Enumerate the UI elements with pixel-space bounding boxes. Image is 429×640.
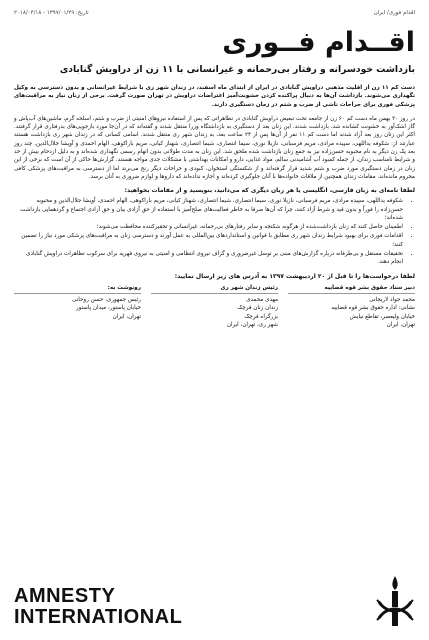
reference-date: تاریخ: ۱۳۹۷/۰۱/۲۹ - ۲۰۱۸/۰۴/۱۸	[14, 10, 89, 16]
recipients-block	[14, 284, 415, 329]
footer	[14, 568, 415, 628]
logo-line-2: INTERNATIONAL	[14, 606, 183, 628]
recipient-column	[151, 284, 278, 329]
document-header	[14, 0, 415, 16]
recipient-line: شهر ری، تهران، ایران	[226, 321, 278, 328]
intro-paragraph: دست کم ۱۱ زن از اقلیت مذهبی دراویش گنابادی در ایران از ابتدای ماه اسفند، در زندان شهر ری با شرایط غیرانسانی و بدون دسترسی به وکیل نگهداری می‌شوند. بازداشت آن‌ها به دنبال پراکنده کردن خشونت‌آمیز اعتراضات دراویش در تهران صورت گرفت. برخی از زنان نیاز به مراقبت‌های پزشکی فوری برای جراحات ناشی از ضرب و شتم در زمان دستگیری دارند.	[14, 85, 415, 108]
action-item: • اقدامات فوری برای بهبود شرایط زندان شهر ری مطابق با قوانین و استانداردهای بین‌المللی به عمل آورند و دسترسی زنان به مراقبت‌های پزشکی مورد نیاز را تضمین کنند؛	[14, 232, 403, 249]
recipient-line: خیابان ولیعصر، تقاطع نیایش	[349, 313, 415, 320]
candle-barbed-wire-icon	[375, 574, 415, 628]
logo-line-1: AMNESTY	[14, 585, 116, 607]
recipient-line: تهران، ایران	[386, 321, 415, 328]
action-item: • تحقیقات مستقل و بی‌طرفانه درباره گزارش‌های مبنی بر توسل غیرضروری و گزاف نیروی انتظامی و امنیتی به نیروی قهریه برای سرکوب تظاهرات دراویش گنابادی انجام دهند.	[14, 250, 403, 267]
recipient-line: محمد جواد لاریجانی	[369, 296, 415, 303]
send-heading: لطفا درخواست‌ها را تا قبل از ۲۰ اردیبهشت ۱۳۹۷ به آدرس های زیر ارسال نمایید:	[174, 272, 415, 280]
recipient-line: زندان زنان قرچک	[237, 305, 278, 312]
action-item: • اطمینان حاصل کنند که زنان بازداشت‌شده از هرگونه شکنجه و سایر رفتارهای بی‌رحمانه، غیرانسانی و تحقیرکننده محافظت می‌شوند؛	[14, 223, 403, 231]
page-title: اقــدام فــوری	[222, 27, 415, 58]
organization-label: اقدام فوری/ ایران	[373, 10, 415, 16]
recipient-column	[14, 284, 141, 329]
recipient-line: مهدی محمدی	[246, 296, 278, 303]
recipient-title: رونوشت به:	[14, 284, 141, 294]
actions-heading: لطفا نامه‌ای به زبان فارسی، انگلیسی یا هر زبان دیگری که می‌دانید، بنویسید و از مقامات بخواهید:	[124, 187, 415, 195]
body-paragraph: در روز ۳۰ بهمن ماه دست کم ۶۰ زن از جامعه تحت تبعیض دراویش گنابادی در تظاهراتی که پس از استفاده نیروهای امنیتی از ضرب و شتم، اسلحه گرم، ماشین‌های آب‌پاش و گاز اشک‌آور به خشونت کشانده شد، بازداشت شدند. این زنان بعد از دستگیری به بازداشتگاه وزرا منتقل شدند و گفته‌اند که در آن‌جا مورد بازجویی‌های بدرفتاری قرار گرفتند. اکثر این زنان روز بعد آزاد شدند اما دست کم ۱۱ نفر از آن‌ها پس از ۲۴ ساعت بعد، به زندان شهر ری منتقل شدند. اسامی کسانی که در زندان شهر ری بازداشت هستند عبارتند از: شکوفه یداللهی، سپیده مرادی، مریم فرسیانی، نازیلا نوری، سیما انتصاری، شیما انتصاری، شهناز کیانی، مریم باراکوهی، الهام احمدی و آویشا جلال‌الدین. چند روز بعد یک زن دیگر به نام محبوبه حسن‌زاده نیز به جمع زنان بازداشت شده ملحق شد. این زنان به مدت طولانی بدون اتهام رسمی نگهداری شده‌اند و به دلیل ازدحام بیش از حد و شرایط نامناسب زندان، از جمله کمبود آب آشامیدنی سالم، مواد غذایی، دارو و امکانات بهداشتی با مشکلات جدی مواجه هستند. گزارش‌ها حاکی از آن است که برخی از این زنان در زمان دستگیری مورد ضرب و شتم شدید قرار گرفته‌اند و از شکستگی استخوان، کبودی و جراحات دیگر رنج می‌برند اما از دسترسی به مراقبت‌های پزشکی کافی محروم مانده‌اند. مقامات زندان همچنین از ملاقات خانواده‌ها با آنان جلوگیری کرده‌اند و اجازه نداده‌اند که داروها و لوازم ضروری به آنان برسد.	[14, 115, 415, 180]
recipient-line: بزرگراه قرچک	[244, 313, 278, 320]
recipient-title: رئیس زندان شهر ری	[151, 284, 278, 294]
actions-list	[14, 197, 415, 266]
page-subtitle: بازداشت خودسرانه و رفتار بی‌رحمانه و غیرانسانی با ۱۱ زن از دراویش گنابادی	[59, 64, 415, 75]
action-item: • شکوفه یداللهی، سپیده مرادی، مریم فرسیانی، نازیلا نوری، سیما انتصاری، شیما انتصاری، شهناز کیانی، مریم باراکوهی، الهام احمدی، آویشا جلال‌الدین و محبوبه حسن‌زاده را فوراً و بدون قید و شرط آزاد کنند، چرا که آن‌ها صرفا به خاطر فعالیت‌های صلح‌آمیز با استفاده از حق آزادی بیان و حق آزادی اجتماع و گردهمایی بازداشت شده‌اند؛	[14, 197, 403, 222]
amnesty-logo-text	[14, 586, 182, 628]
recipient-column	[288, 284, 415, 329]
recipient-line: خیابان پاستور، میدان پاستور	[75, 305, 141, 312]
recipient-title: دبیر ستاد حقوق بشر قوه قضاییه	[288, 284, 415, 294]
recipient-line: رئیس جمهوری، حسن روحانی	[72, 296, 141, 303]
recipient-line: نشانی: اداره حقوق بشر قوه قضاییه	[331, 305, 415, 312]
recipient-line: تهران، ایران	[112, 313, 141, 320]
